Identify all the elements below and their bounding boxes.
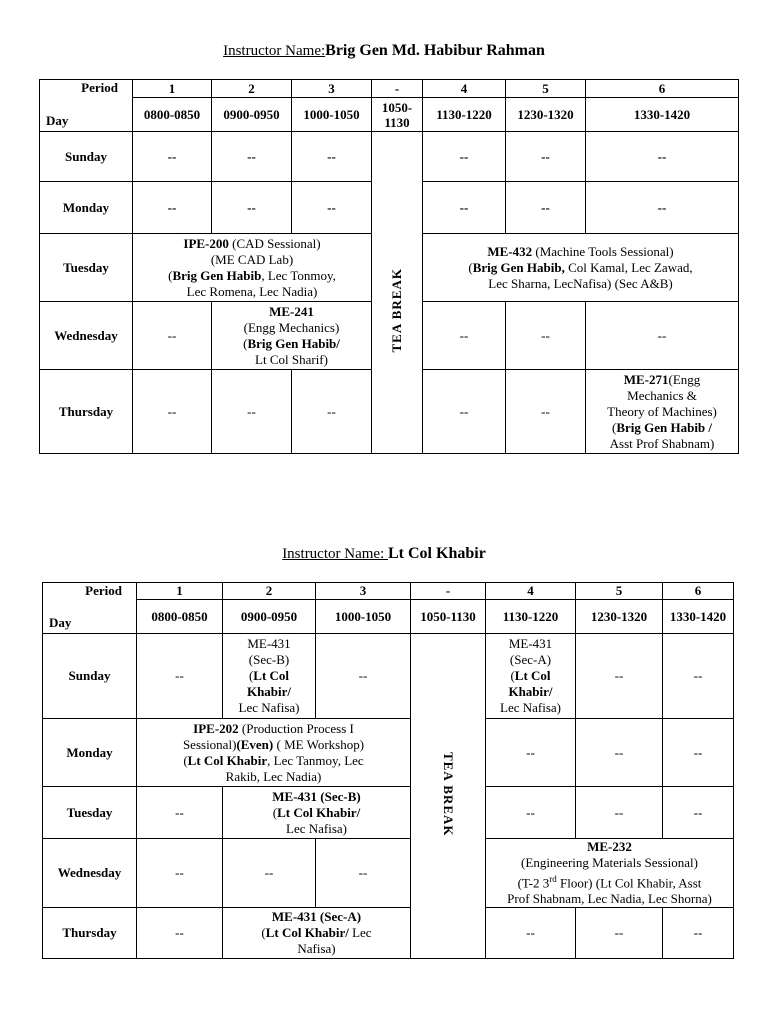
period-time: 1330-1420 xyxy=(586,98,739,132)
period-time: 1000-1050 xyxy=(292,98,372,132)
empty-slot: -- xyxy=(212,132,292,182)
period-time: 1130-1220 xyxy=(486,600,576,634)
class-slot-me-232: ME-232 (Engineering Materials Sessional) (T-2 3rd Floor) (Lt Col Khabir, Asst Prof Shabnam, Lec Nadia, Lec Shorna) xyxy=(486,839,734,908)
period-time: 0900-0950 xyxy=(212,98,292,132)
empty-slot: -- xyxy=(292,182,372,234)
empty-slot: -- xyxy=(212,370,292,454)
class-slot-me-431-sec-a: ME-431 (Sec-A) (Lt Col Khabir/ Lec Nafisa) xyxy=(486,634,576,719)
period-number: 1 xyxy=(133,80,212,98)
empty-slot: -- xyxy=(506,132,586,182)
empty-slot: -- xyxy=(423,370,506,454)
period-time: 1000-1050 xyxy=(316,600,411,634)
day-label: Monday xyxy=(40,182,133,234)
day-label: Monday xyxy=(43,719,137,787)
empty-slot: -- xyxy=(486,787,576,839)
day-label: Tuesday xyxy=(40,234,133,302)
empty-slot: -- xyxy=(137,787,223,839)
empty-slot: -- xyxy=(423,302,506,370)
class-slot-me-431-sec-a: ME-431 (Sec-A) (Lt Col Khabir/ Lec Nafisa) xyxy=(223,908,411,959)
day-label: Sunday xyxy=(40,132,133,182)
period-number: 6 xyxy=(663,583,734,600)
empty-slot: -- xyxy=(663,634,734,719)
period-time: 1130-1220 xyxy=(423,98,506,132)
instructor-heading-2 xyxy=(0,545,768,563)
empty-slot: -- xyxy=(292,132,372,182)
day-label: Wednesday xyxy=(43,839,137,908)
period-number: - xyxy=(411,583,486,600)
empty-slot: -- xyxy=(663,787,734,839)
tea-break-label: TEA BREAK xyxy=(441,751,456,837)
empty-slot: -- xyxy=(586,302,739,370)
empty-slot: -- xyxy=(133,132,212,182)
period-number: 2 xyxy=(223,583,316,600)
timetable-1 xyxy=(39,79,739,454)
period-number: 5 xyxy=(506,80,586,98)
period-number: 6 xyxy=(586,80,739,98)
class-slot-me-432: ME-432 (Machine Tools Sessional) (Brig Gen Habib, Col Kamal, Lec Zawad, Lec Sharna, LecNafisa) (Sec A&B) xyxy=(423,234,739,302)
day-label: Wednesday xyxy=(40,302,133,370)
class-slot-me-241: ME-241 (Engg Mechanics) (Brig Gen Habib/ Lt Col Sharif) xyxy=(212,302,372,370)
period-time: 1230-1320 xyxy=(576,600,663,634)
period-day-header: Period Day xyxy=(43,583,137,634)
class-slot-me-271: ME-271(Engg Mechanics & Theory of Machines) (Brig Gen Habib / Asst Prof Shabnam) xyxy=(586,370,739,454)
period-number: 3 xyxy=(316,583,411,600)
empty-slot: -- xyxy=(576,634,663,719)
empty-slot: -- xyxy=(223,839,316,908)
instructor-heading-1 xyxy=(0,42,768,60)
empty-slot: -- xyxy=(133,370,212,454)
instructor-label: Instructor Name: xyxy=(223,43,326,59)
tea-break-cell xyxy=(411,634,486,959)
empty-slot: -- xyxy=(137,634,223,719)
period-number: 3 xyxy=(292,80,372,98)
period-day-header: Period Day xyxy=(40,80,133,132)
empty-slot: -- xyxy=(133,182,212,234)
period-time: 0900-0950 xyxy=(223,600,316,634)
empty-slot: -- xyxy=(137,839,223,908)
day-label: Thursday xyxy=(40,370,133,454)
empty-slot: -- xyxy=(586,132,739,182)
period-number: 4 xyxy=(486,583,576,600)
instructor-label: Instructor Name: xyxy=(282,546,388,562)
instructor-name: Lt Col Khabir xyxy=(388,545,486,562)
empty-slot: -- xyxy=(316,634,411,719)
empty-slot: -- xyxy=(576,787,663,839)
day-label: Tuesday xyxy=(43,787,137,839)
empty-slot: -- xyxy=(212,182,292,234)
class-slot-me-431-sec-b: ME-431 (Sec-B) (Lt Col Khabir/ Lec Nafisa) xyxy=(223,634,316,719)
period-time: 1230-1320 xyxy=(506,98,586,132)
period-time: 1330-1420 xyxy=(663,600,734,634)
day-label: Thursday xyxy=(43,908,137,959)
empty-slot: -- xyxy=(133,302,212,370)
empty-slot: -- xyxy=(486,719,576,787)
empty-slot: -- xyxy=(486,908,576,959)
period-time: 1050-1130 xyxy=(372,98,423,132)
period-number: - xyxy=(372,80,423,98)
period-time: 0800-0850 xyxy=(137,600,223,634)
empty-slot: -- xyxy=(423,182,506,234)
empty-slot: -- xyxy=(506,302,586,370)
period-time: 1050-1130 xyxy=(411,600,486,634)
class-slot-ipe-200: IPE-200 (CAD Sessional) (ME CAD Lab) (Brig Gen Habib, Lec Tonmoy, Lec Romena, Lec Nadia) xyxy=(133,234,372,302)
empty-slot: -- xyxy=(576,908,663,959)
empty-slot: -- xyxy=(316,839,411,908)
instructor-name: Brig Gen Md. Habibur Rahman xyxy=(325,42,545,59)
empty-slot: -- xyxy=(292,370,372,454)
day-label: Sunday xyxy=(43,634,137,719)
empty-slot: -- xyxy=(423,132,506,182)
empty-slot: -- xyxy=(137,908,223,959)
empty-slot: -- xyxy=(663,719,734,787)
tea-break-cell xyxy=(372,132,423,454)
period-number: 5 xyxy=(576,583,663,600)
empty-slot: -- xyxy=(506,182,586,234)
period-number: 2 xyxy=(212,80,292,98)
empty-slot: -- xyxy=(586,182,739,234)
tea-break-label: TEA BREAK xyxy=(389,268,404,353)
period-number: 4 xyxy=(423,80,506,98)
period-time: 0800-0850 xyxy=(133,98,212,132)
period-number: 1 xyxy=(137,583,223,600)
empty-slot: -- xyxy=(576,719,663,787)
timetable-2 xyxy=(42,582,734,959)
empty-slot: -- xyxy=(663,908,734,959)
class-slot-me-431-sec-b: ME-431 (Sec-B) (Lt Col Khabir/ Lec Nafisa) xyxy=(223,787,411,839)
empty-slot: -- xyxy=(506,370,586,454)
class-slot-ipe-202: IPE-202 (Production Process I Sessional)(Even) ( ME Workshop) (Lt Col Khabir, Lec Tanmoy, Lec Rakib, Lec Nadia) xyxy=(137,719,411,787)
